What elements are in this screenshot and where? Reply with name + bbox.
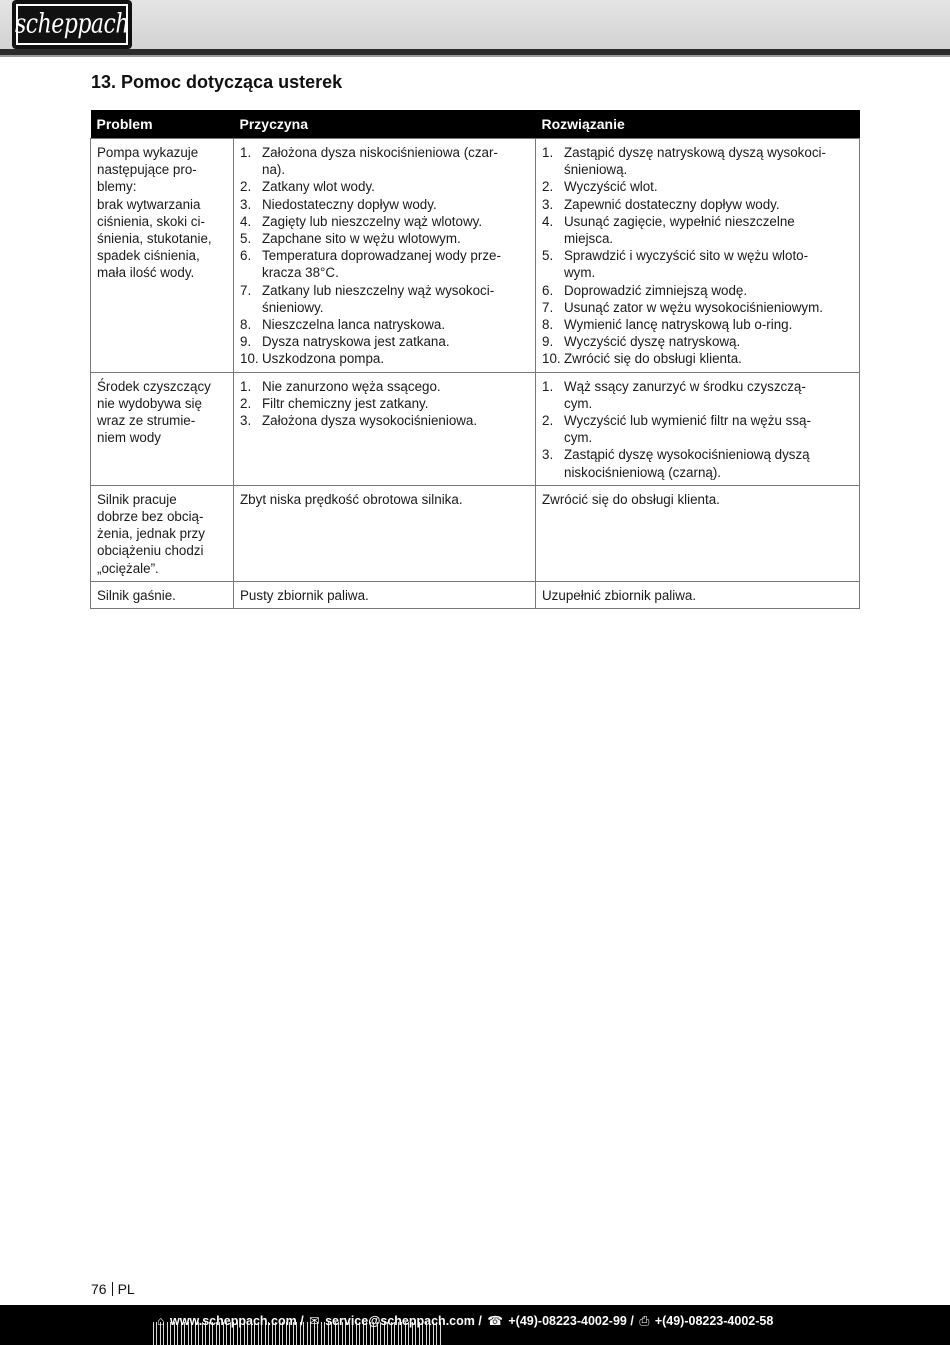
list-item: 2. Wyczyścić wlot. — [542, 179, 658, 195]
list-item: 8. Nieszczelna lanca natryskowa. — [240, 317, 446, 333]
list-item: 1. Założona dysza niskociśnieniowa (czar- na). — [240, 145, 498, 178]
footer-contact: ⌂ www.scheppach.com / ✉ service@scheppach.com / ☎ +(49)-08223-4002-99 / ⎙ +(49)-08223-4002-58 — [157, 1314, 774, 1328]
page-language: PL — [117, 1281, 135, 1297]
cause-list — [240, 144, 529, 368]
column-header-solution: Rozwiązanie — [536, 110, 860, 139]
list-item: 5. Zapchane sito w wężu wlotowym. — [240, 231, 461, 247]
list-item: 1. Wąż ssący zanurzyć w środku czyszczą- cym. — [542, 378, 806, 411]
solution-cell — [536, 139, 860, 373]
footer-phone: +(49)-08223-4002-99 — [508, 1314, 627, 1328]
list-item: 2. Filtr chemiczny jest zatkany. — [240, 395, 429, 411]
phone-icon: ☎ — [487, 1314, 503, 1328]
list-item: 6. Doprowadzić zimniejszą wodę. — [542, 282, 748, 298]
list-item: 10. Zwrócić się do obsługi klienta. — [542, 351, 742, 367]
mail-icon: ✉ — [309, 1314, 320, 1328]
web-icon: ⌂ — [157, 1314, 165, 1328]
problem-cell: Silnik pracuje dobrze bez obcią- żenia, jednak przy obciążeniu chodzi „ociężale”. — [91, 485, 234, 581]
page-number-separator — [112, 1282, 113, 1296]
table-row — [91, 485, 860, 581]
solution-list — [542, 378, 853, 481]
table-row — [91, 581, 860, 608]
list-item: 3. Założona dysza wysokociśnieniowa. — [240, 413, 478, 429]
list-item: 6. Temperatura doprowadzanej wody prze- kracza 38°C. — [240, 248, 501, 281]
list-item: 1. Zastąpić dyszę natryskową dyszą wysokoci- śnieniową. — [542, 145, 826, 178]
problem-cell: Środek czyszczący nie wydobywa się wraz ze strumie- niem wody — [91, 372, 234, 485]
table-row — [91, 139, 860, 373]
list-item: 10. Uszkodzona pompa. — [240, 351, 385, 367]
list-item: 3. Zapewnić dostateczny dopływ wody. — [542, 196, 780, 212]
header-divider-shadow — [0, 55, 950, 57]
column-header-problem: Problem — [91, 110, 234, 139]
problem-cell: Silnik gaśnie. — [91, 581, 234, 608]
table-header-row — [91, 110, 860, 139]
cause-cell — [234, 139, 536, 373]
troubleshooting-table — [90, 110, 860, 609]
logo-text: scheppach — [14, 8, 130, 41]
footer-fax: +(49)-08223-4002-58 — [654, 1314, 774, 1328]
list-item: 9. Dysza natryskowa jest zatkana. — [240, 334, 450, 350]
scheppach-logo — [14, 2, 130, 47]
page-header — [0, 0, 950, 52]
list-item: 1. Nie zanurzono węża ssącego. — [240, 378, 441, 394]
list-item: 3. Zastąpić dyszę wysokociśnieniową dyszą niskociśnieniową (czarną). — [542, 447, 810, 480]
cause-list — [240, 378, 529, 430]
list-item: 4. Zagięty lub nieszczelny wąż wlotowy. — [240, 213, 483, 229]
list-item: 7. Zatkany lub nieszczelny wąż wysokoci- śnieniowy. — [240, 282, 495, 315]
list-item: 4. Usunąć zagięcie, wypełnić nieszczelne miejsca. — [542, 213, 795, 247]
solution-cell: Zwrócić się do obsługi klienta. — [536, 485, 860, 581]
list-item: 5. Sprawdzić i wyczyścić sito w wężu wloto- wym. — [542, 248, 809, 281]
section-title: 13. Pomoc dotycząca usterek — [91, 72, 343, 92]
footer-website[interactable]: www.scheppach.com — [170, 1314, 297, 1328]
list-item: 3. Niedostateczny dopływ wody. — [240, 196, 437, 212]
list-item: 8. Wymienić lancę natryskową lub o-ring. — [542, 317, 793, 333]
problem-cell: Pompa wykazuje następujące pro- blemy: brak wytwarzania ciśnienia, skoki ci- śnienia, stukotanie, spadek ciśnienia, mała ilość wody. — [91, 139, 234, 373]
solution-cell: Uzupełnić zbiornik paliwa. — [536, 581, 860, 608]
solution-list — [542, 144, 853, 368]
list-item: 2. Wyczyścić lub wymienić filtr na wężu ssą- cym. — [542, 413, 811, 446]
list-item: 2. Zatkany wlot wody. — [240, 179, 375, 195]
page-number-value: 76 — [91, 1281, 107, 1297]
list-item: 7. Usunąć zator w wężu wysokociśnieniowym. — [542, 299, 823, 315]
cause-cell: Pusty zbiornik paliwa. — [234, 581, 536, 608]
column-header-cause: Przyczyna — [234, 110, 536, 139]
list-item: 9. Wyczyścić dyszę natryskową. — [542, 334, 741, 350]
cause-cell — [234, 372, 536, 485]
fax-icon: ⎙ — [639, 1314, 650, 1328]
solution-cell — [536, 372, 860, 485]
table-row — [91, 372, 860, 485]
page-number — [91, 1281, 135, 1297]
cause-cell: Zbyt niska prędkość obrotowa silnika. — [234, 485, 536, 581]
footer-email[interactable]: service@scheppach.com — [325, 1314, 475, 1328]
